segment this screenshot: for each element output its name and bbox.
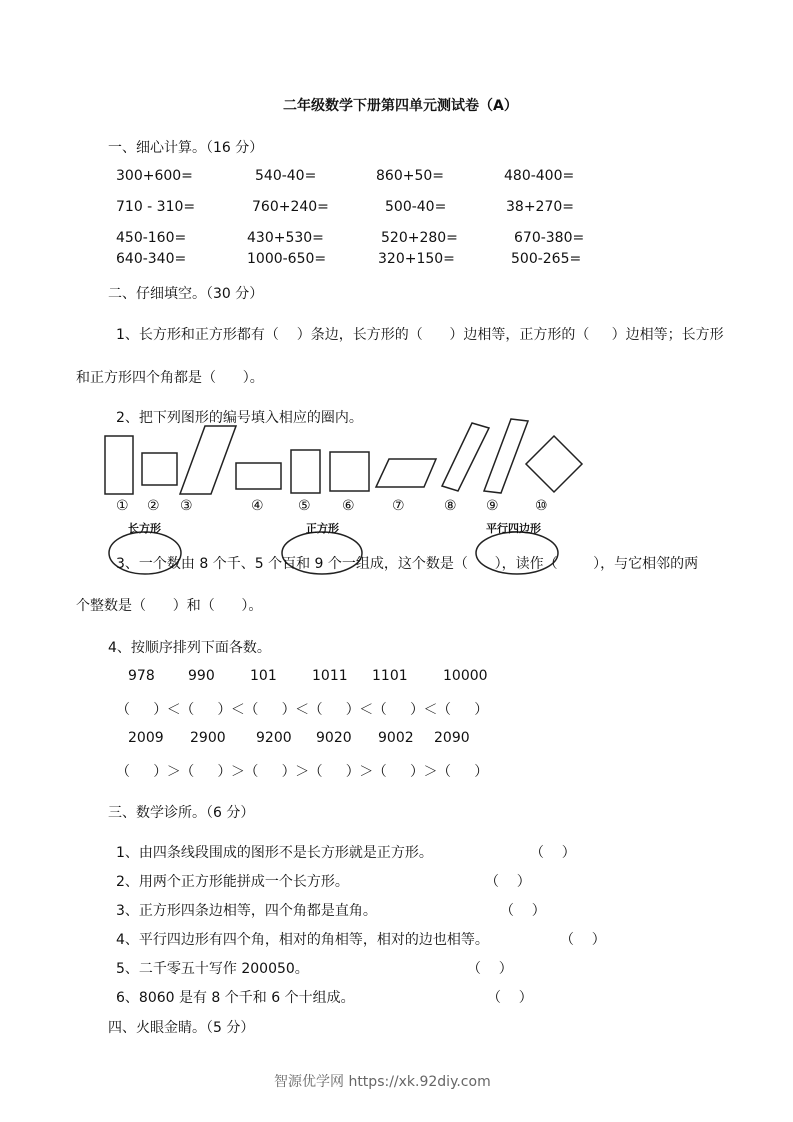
order-number: 9020 (316, 730, 352, 746)
question-2: 2、把下列图形的编号填入相应的圈内。 (116, 410, 363, 426)
compare-row-greater: （ ）＞（ ）＞（ ）＞（ ）＞（ ）＞（ ） (116, 764, 488, 780)
calc-item: 760+240= (252, 199, 329, 215)
question-4: 4、按顺序排列下面各数。 (108, 640, 271, 656)
shape-number: ① (116, 498, 129, 514)
shape-6-square (330, 452, 369, 491)
order-number: 1011 (312, 668, 348, 684)
compare-row-less: （ ）＜（ ）＜（ ）＜（ ）＜（ ）＜（ ） (116, 702, 488, 718)
question-3-line-1: 3、一个数由 8 个千、5 个百和 9 个一组成，这个数是（ ），读作（ ），与它相邻的两 (116, 556, 699, 572)
shape-number: ③ (180, 498, 193, 514)
category-label-parallelogram: 平行四边形 (486, 522, 541, 535)
shape-1-rectangle (105, 436, 133, 494)
shape-3-parallelogram (180, 426, 236, 494)
shape-number: ⑧ (444, 498, 457, 514)
order-number: 9200 (256, 730, 292, 746)
judgement-mark: （ ） (485, 874, 531, 890)
shape-number: ⑤ (298, 498, 311, 514)
calc-item: 450-160= (116, 230, 187, 246)
section-3-heading: 三、数学诊所。（6 分） (108, 805, 255, 821)
shape-number: ⑥ (342, 498, 355, 514)
calc-item: 38+270= (506, 199, 574, 215)
calc-item: 640-340= (116, 251, 187, 267)
calc-item: 1000-650= (247, 251, 327, 267)
question-1-line-2: 和正方形四个角都是（ ）。 (76, 370, 264, 386)
order-number: 978 (128, 668, 155, 684)
order-number: 2090 (434, 730, 470, 746)
order-number: 2009 (128, 730, 164, 746)
judgement-statement: 2、用两个正方形能拼成一个长方形。 (116, 874, 349, 890)
calc-item: 500-265= (511, 251, 582, 267)
judgement-statement: 5、二千零五十写作 200050。 (116, 961, 309, 977)
shape-number: ④ (251, 498, 264, 514)
shape-4-rectangle (236, 463, 281, 489)
shape-9-parallelogram (484, 419, 528, 493)
calc-item: 670-380= (514, 230, 585, 246)
category-label-rectangle: 长方形 (128, 522, 161, 535)
shape-8-parallelogram (442, 423, 489, 491)
judgement-mark: （ ） (500, 903, 546, 919)
order-number: 101 (250, 668, 277, 684)
judgement-mark: （ ） (467, 961, 513, 977)
order-number: 990 (188, 668, 215, 684)
calc-item: 520+280= (381, 230, 458, 246)
judgement-mark: （ ） (530, 845, 576, 861)
shape-number: ⑦ (392, 498, 405, 514)
judgement-statement: 1、由四条线段围成的图形不是长方形就是正方形。 (116, 845, 433, 861)
calc-item: 320+150= (378, 251, 455, 267)
calc-item: 540-40= (255, 168, 317, 184)
category-label-square: 正方形 (306, 522, 339, 535)
calc-item: 300+600= (116, 168, 193, 184)
shape-number: ② (147, 498, 160, 514)
section-2-heading: 二、仔细填空。（30 分） (108, 286, 264, 302)
shape-number: ⑩ (535, 498, 548, 514)
calc-item: 710 - 310= (116, 199, 196, 215)
page-title: 二年级数学下册第四单元测试卷（A） (283, 98, 518, 114)
judgement-mark: （ ） (487, 990, 533, 1006)
shape-2-square (142, 453, 177, 485)
question-1-line-1: 1、长方形和正方形都有（ ）条边，长方形的（ ）边相等，正方形的（ ）边相等；长方形 (116, 327, 724, 343)
calc-item: 500-40= (385, 199, 447, 215)
order-number: 9002 (378, 730, 414, 746)
shape-7-parallelogram (376, 459, 436, 487)
judgement-mark: （ ） (560, 932, 606, 948)
footer-watermark: 智源优学网 https://xk.92diy.com (274, 1074, 491, 1090)
calc-item: 480-400= (504, 168, 575, 184)
judgement-statement: 3、正方形四条边相等，四个角都是直角。 (116, 903, 377, 919)
calc-item: 860+50= (376, 168, 444, 184)
question-3-line-2: 个整数是（ ）和（ ）。 (76, 598, 263, 614)
order-number: 1101 (372, 668, 408, 684)
order-number: 2900 (190, 730, 226, 746)
section-1-heading: 一、细心计算。（16 分） (108, 140, 264, 156)
shape-number: ⑨ (486, 498, 499, 514)
judgement-statement: 4、平行四边形有四个角，相对的角相等，相对的边也相等。 (116, 932, 489, 948)
calc-item: 430+530= (247, 230, 324, 246)
section-4-heading: 四、火眼金睛。（5 分） (108, 1020, 255, 1036)
order-number: 10000 (443, 668, 488, 684)
shape-10-square (526, 436, 582, 492)
judgement-statement: 6、8060 是有 8 个千和 6 个十组成。 (116, 990, 355, 1006)
shape-5-rectangle (291, 450, 320, 493)
